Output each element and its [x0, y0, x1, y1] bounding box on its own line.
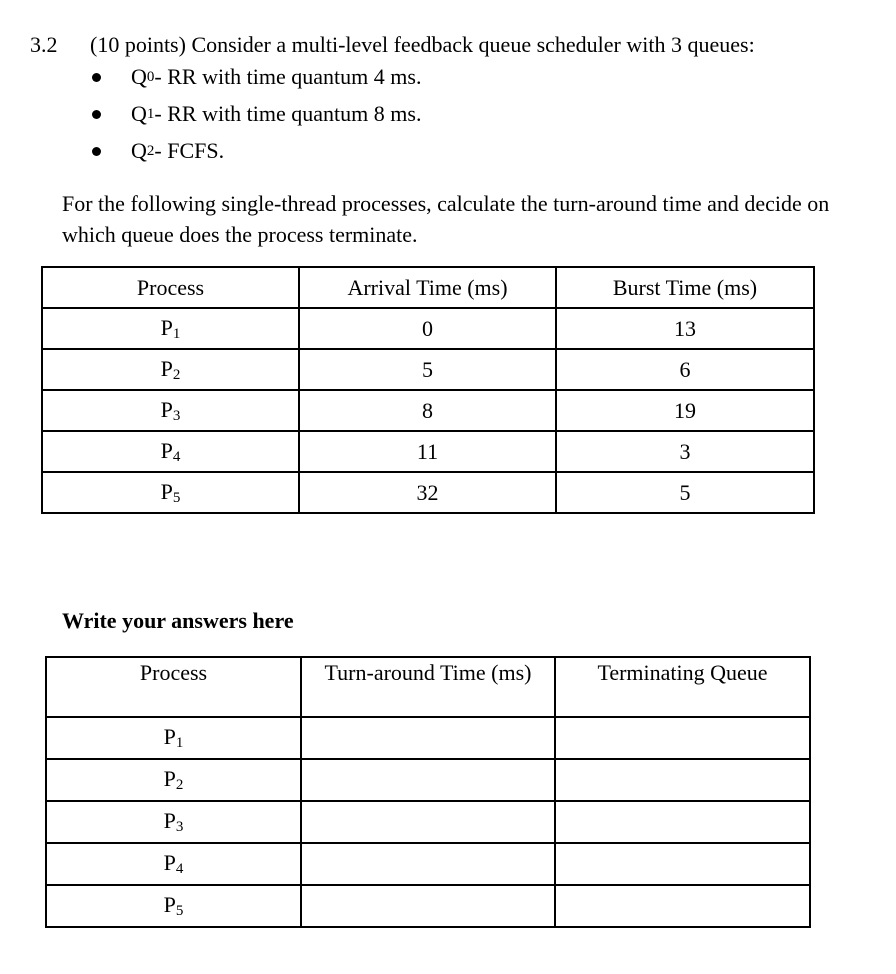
process-name: $P_1$: [46, 717, 301, 759]
table-header-row: [46, 657, 810, 717]
table-row: [42, 349, 814, 390]
turnaround-answer-cell[interactable]: [301, 759, 555, 801]
arrival-time: 32: [299, 472, 556, 513]
burst-time: 3: [556, 431, 814, 472]
instructions-text: For the following single-thread processes, calculate the turn-around time and decide on which queue does the process terminate.: [62, 191, 830, 247]
table-row: [42, 308, 814, 349]
arrival-time: 11: [299, 431, 556, 472]
burst-time: 13: [556, 308, 814, 349]
table-row: [46, 801, 810, 843]
column-header: Process: [42, 267, 299, 308]
column-header: Process: [46, 657, 301, 717]
table-row: [42, 431, 814, 472]
terminating-queue-answer-cell[interactable]: [555, 885, 810, 927]
terminating-queue-answer-cell[interactable]: [555, 717, 810, 759]
column-header: Turn-around Time (ms): [301, 657, 555, 717]
queue-item: Q 0 - RR with time quantum 4 ms.: [90, 62, 421, 99]
burst-time: 5: [556, 472, 814, 513]
process-name: $P_5$: [46, 885, 301, 927]
process-table: [41, 266, 815, 514]
terminating-queue-answer-cell[interactable]: [555, 759, 810, 801]
turnaround-answer-cell[interactable]: [301, 843, 555, 885]
process-name: $P_2$: [46, 759, 301, 801]
table-header-row: [42, 267, 814, 308]
table-row: [42, 390, 814, 431]
process-name: $P_2$: [42, 349, 299, 390]
queue-item: Q 2 - FCFS.: [90, 136, 421, 173]
bullet-icon: [92, 73, 101, 82]
bullet-icon: [92, 110, 101, 119]
process-name: $P_4$: [46, 843, 301, 885]
column-header: Terminating Queue: [555, 657, 810, 717]
arrival-time: 8: [299, 390, 556, 431]
column-header: Burst Time (ms): [556, 267, 814, 308]
process-name: $P_1$: [42, 308, 299, 349]
burst-time: 6: [556, 349, 814, 390]
table-row: [46, 759, 810, 801]
queue-item: Q 1 - RR with time quantum 8 ms.: [90, 99, 421, 136]
process-name: $P_5$: [42, 472, 299, 513]
process-name: $P_4$: [42, 431, 299, 472]
question-number: 3.2: [30, 32, 58, 57]
answer-section-label: Write your answers here: [62, 608, 294, 633]
queue-list: [90, 62, 421, 173]
table-row: [46, 843, 810, 885]
burst-time: 19: [556, 390, 814, 431]
process-name: $P_3$: [46, 801, 301, 843]
terminating-queue-answer-cell[interactable]: [555, 843, 810, 885]
arrival-time: 5: [299, 349, 556, 390]
column-header: Arrival Time (ms): [299, 267, 556, 308]
answer-table: [45, 656, 811, 928]
table-row: [46, 717, 810, 759]
turnaround-answer-cell[interactable]: [301, 801, 555, 843]
process-name: $P_3$: [42, 390, 299, 431]
turnaround-answer-cell[interactable]: [301, 717, 555, 759]
question-header: (10 points) Consider a multi-level feedback queue scheduler with 3 queues:: [90, 32, 755, 57]
terminating-queue-answer-cell[interactable]: [555, 801, 810, 843]
turnaround-answer-cell[interactable]: [301, 885, 555, 927]
table-row: [46, 885, 810, 927]
arrival-time: 0: [299, 308, 556, 349]
bullet-icon: [92, 147, 101, 156]
table-row: [42, 472, 814, 513]
